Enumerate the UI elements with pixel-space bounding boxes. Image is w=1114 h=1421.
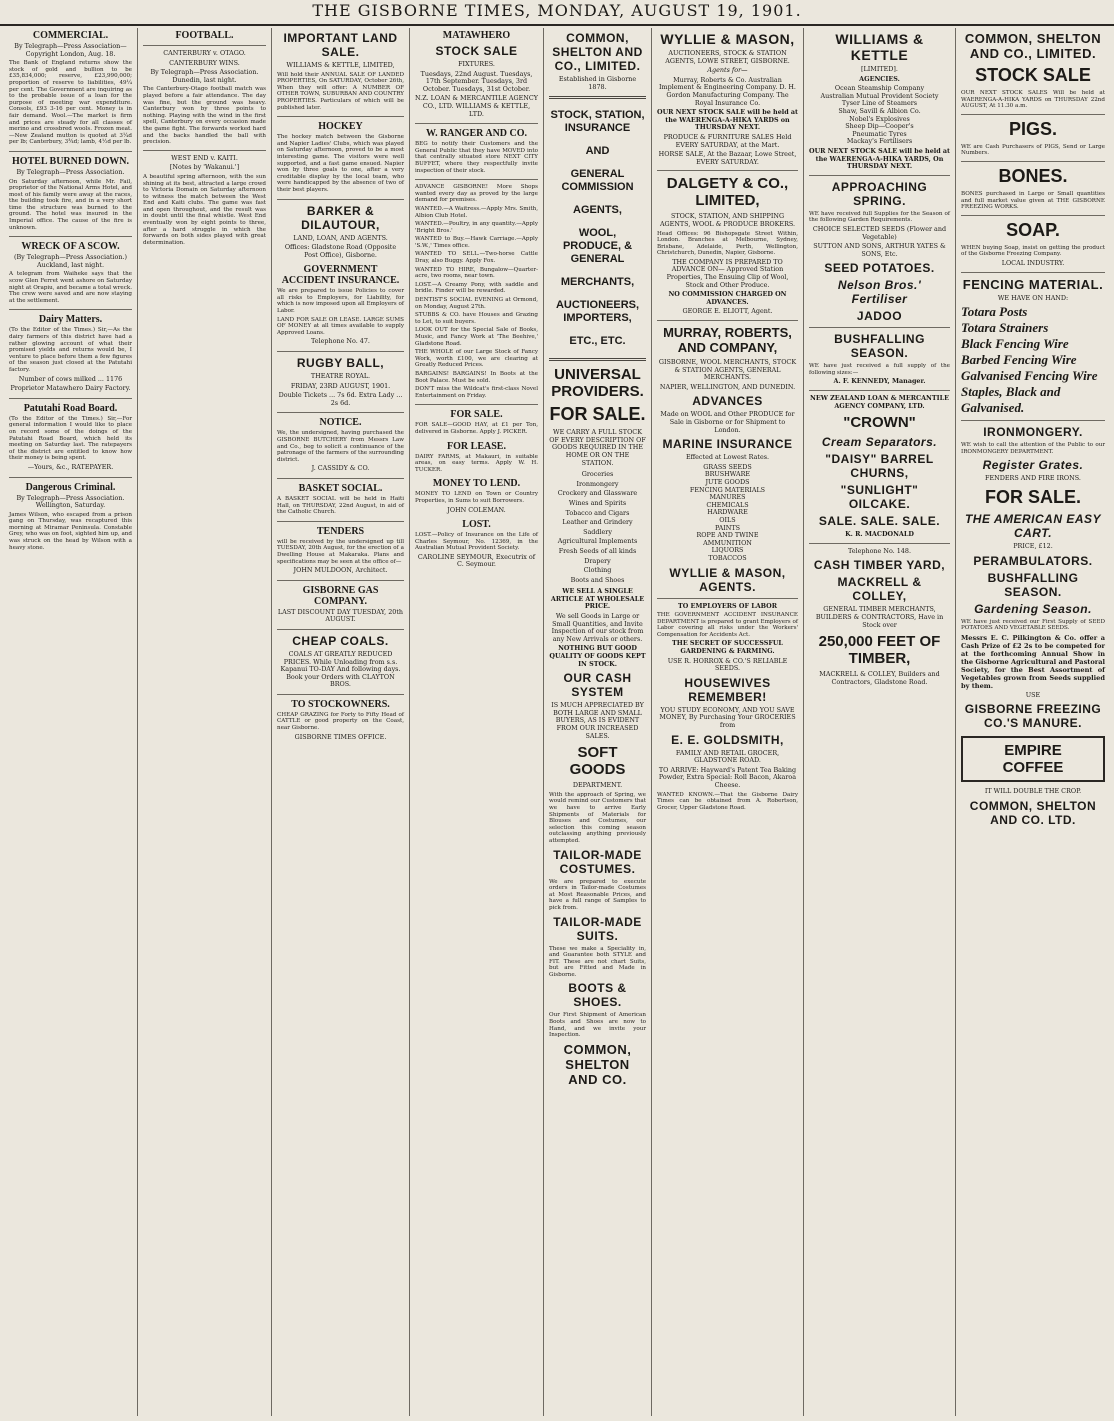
agency-item: Nobel's Explosives	[849, 114, 910, 123]
quality-heading: NOTHING BUT GOOD QUALITY OF GOODS KEPT IN STOCK.	[549, 644, 646, 668]
ad-sub: LAND, LOAN, AND AGENTS.	[293, 233, 388, 242]
fencing-title: FENCING MATERIAL.	[962, 276, 1104, 292]
column-1	[4, 28, 138, 1416]
fencing-item: Totara Strainers	[961, 320, 1049, 336]
shelton-footer-2: COMMON, SHELTON AND CO. LTD.	[969, 798, 1097, 827]
easy-cart: THE AMERICAN EASY CART.	[964, 511, 1102, 540]
govt-insurance-ad	[277, 264, 404, 346]
goods-item: Clothing	[583, 566, 612, 575]
hockey-article	[277, 121, 404, 193]
empire-coffee-box	[961, 736, 1105, 782]
shelton-established: Established in Gisborne 1878.	[558, 75, 637, 91]
football-article	[143, 30, 266, 246]
lease-ad	[415, 441, 538, 474]
ironmongery-title: IRONMONGERY.	[983, 425, 1083, 440]
services-list	[549, 109, 646, 348]
wyllie-sub: AUCTIONEERS, STOCK & STATION AGENTS, LOWE STREET, GISBORNE.	[665, 49, 790, 65]
goods-item: Groceries	[581, 470, 614, 479]
pigs-body: WE are Cash Purchasers of PIGS, Send or Large Numbers.	[961, 143, 1105, 157]
wholesale-body: We sell Goods in Large or Small Quantities, and Invite Inspection of our stock from any New Arrivals or others.	[551, 612, 644, 643]
murray-title: MURRAY, ROBERTS, AND COMPANY,	[663, 325, 792, 356]
macdonald-name: K. R. MACDONALD	[845, 530, 914, 539]
article-body: James Wilson, who escaped from a prison gang on Thursday, was recaptured this morning at Miramar Peninsula. Constable Grey, who was on foot, sighted him up, and was struck on the head by Wilson with a heavy stone.	[9, 511, 132, 551]
goods-item: Tobacco and Cigars	[565, 508, 630, 517]
ad-body-2: LAND FOR SALE OR LEASE. LARGE SUMS OF MONEY at all times available to supply Approved Loans.	[277, 316, 404, 336]
column-8	[956, 28, 1110, 1416]
agency-item: Tyser Line of Steamers	[841, 99, 918, 108]
perambulators: PERAMBULATORS.	[973, 553, 1093, 568]
ad-title: FOR SALE.	[450, 409, 503, 421]
ranger-ad	[415, 128, 538, 174]
kennedy-sign: A. F. KENNEDY, Manager.	[833, 377, 926, 386]
ad-title: CHEAP COALS.	[292, 633, 389, 648]
column-6	[652, 28, 804, 1416]
seeds-ad: USE R. HORROX & CO.'S RELIABLE SEEDS.	[667, 656, 788, 673]
fencing-item: Black Fencing Wire	[961, 336, 1069, 352]
article-stats: Number of cows milked ... 1176	[18, 374, 123, 383]
agency-item: Sheep Dip—Cooper's	[845, 122, 914, 131]
goods-item: Boots and Shoes	[570, 575, 625, 584]
cash-system-body: IS MUCH APPRECIATED BY BOTH LARGE AND SMALL BUYERS, AS IS EVIDENT FROM OUR INCREASED SALES.	[551, 701, 644, 740]
ad-body: CHEAP GRAZING for Forty to Fifty Head of CATTLE or good property on the Coast, near Gisborne.	[277, 711, 404, 732]
stock-sale-title: STOCK SALE	[975, 65, 1091, 85]
column-5	[544, 28, 652, 1416]
soft-goods-sub: DEPARTMENT.	[572, 781, 623, 790]
fencing-list	[961, 304, 1105, 416]
spring-seeds: CHOICE SELECTED SEEDS (Flower and Vegetable)	[812, 224, 947, 241]
goods-item: HARDWARE	[707, 508, 748, 517]
shelton-footer: COMMON, SHELTON AND CO.	[563, 1041, 632, 1087]
wholesale-heading: WE SELL A SINGLE ARTICLE AT WHOLESALE PRICE.	[550, 587, 645, 611]
agency-item: Australian Mutual Provident Society	[820, 91, 939, 100]
bones-title: BONES.	[998, 165, 1068, 186]
fencing-item: Staples, Black and Galvanised.	[961, 384, 1061, 416]
goods-item: AMMUNITION	[703, 538, 752, 547]
goods-item: LIQUORS	[711, 546, 744, 555]
wk-sub: [LIMITED].	[861, 65, 898, 73]
ironmongery-body: WE wish to call the attention of the Public to our IRONMONGERY DEPARTMENT.	[961, 442, 1105, 455]
potatoes-title: SEED POTATOES.	[824, 261, 935, 276]
goods-item: BRUSHWARE	[704, 470, 751, 479]
nelson-title: Nelson Bros.' Fertiliser	[837, 278, 922, 307]
article-title: COMMERCIAL.	[32, 30, 109, 41]
bushfalling-body: WE have just received a full supply of the following sizes:—	[809, 363, 950, 376]
goods-item: GRASS SEEDS	[703, 462, 752, 471]
murray-sub: GISBORNE, WOOL MERCHANTS, STOCK & STATION AGENTS, GENERAL MERCHANTS.	[658, 358, 797, 382]
ad-signature: CAROLINE SEYMOUR, Executrix of C. Seymour.	[417, 552, 536, 569]
article-dateline: By Telegraph—Press Association. Wellington, Saturday.	[16, 493, 125, 510]
classified-ad: WANTED.—A Waitress.—Apply Mrs. Smith, Albion Club Hotel.	[415, 205, 538, 219]
arrive-body: TO ARRIVE: Hayward's Patent Tea Baking Powder, Extra Special: Roll Bacon, Akaroa Cheese.	[658, 765, 797, 789]
goods-item: Agricultural Implements	[557, 537, 638, 546]
basket-social-ad	[277, 483, 404, 516]
wyllie-title: WYLLIE & MASON,	[660, 31, 795, 47]
advances-title: ADVANCES	[692, 394, 763, 409]
service-line: ETC., ETC.	[569, 335, 626, 348]
classified-ad: WANTED.—Poultry, in any quantity.—Apply 'Bright Bros.'	[415, 221, 538, 234]
ad-title: GOVERNMENT ACCIDENT INSURANCE.	[281, 264, 400, 287]
ad-signature: JOHN COLEMAN.	[447, 505, 506, 514]
coffee-label: COFFEE	[1002, 759, 1064, 777]
dalgety-advance: THE COMPANY IS PREPARED TO ADVANCE ON— Approved Station Properties, The Ensuing Clip of Wool, Stock and Other Produce.	[666, 257, 789, 289]
goldsmith-name: E. E. GOLDSMITH,	[671, 732, 784, 747]
service-line: GENERAL COMMISSION	[561, 168, 634, 194]
ad-title: GISBORNE GAS COMPANY.	[302, 584, 379, 607]
ad-firm: WILLIAMS & KETTLE, LIMITED,	[286, 61, 395, 69]
masthead: THE GISBORNE TIMES, MONDAY, AUGUST 19, 1901.	[0, 0, 1114, 26]
patutahi-article	[9, 403, 132, 472]
ad-title: W. RANGER AND CO.	[425, 128, 528, 140]
double-crop: IT WILL DOUBLE THE CROP.	[984, 787, 1082, 796]
agents-body: Murray, Roberts & Co. Australian Implement & Engineering Company. D. H. Gordon Manufacturing Company. The Royal Insurance Co.	[659, 75, 796, 107]
article-title: HOCKEY	[318, 121, 363, 133]
advances-body: Made on WOOL and Other PRODUCE for Sale in Gisborne or for Shipment to London.	[660, 410, 795, 434]
ad-sub: THEATRE ROYAL.	[310, 372, 371, 381]
mackrell-end: MACKRELL & COLLEY, Builders and Contractors, Gladstone Road.	[819, 670, 940, 686]
ad-title: LOST.	[462, 519, 491, 531]
boots-title: BOOTS & SHOES.	[568, 981, 627, 1010]
economy-body: YOU STUDY ECONOMY, AND YOU SAVE MONEY, By Purchasing Your GROCERIES from	[659, 705, 796, 730]
column-2	[138, 28, 272, 1416]
ad-tickets: Double Tickets ... 7s 6d. Extra Lady ... 2s 6d.	[278, 391, 403, 407]
for-sale-heading: FOR SALE.	[549, 404, 646, 425]
bushfalling-title: BUSHFALLING SEASON.	[834, 332, 925, 361]
employers-title: TO EMPLOYERS OF LABOR	[677, 601, 778, 610]
classified-ads	[415, 184, 538, 399]
goldsmith-sub: FAMILY AND RETAIL GROCER, GLADSTONE ROAD.	[675, 748, 780, 765]
soap-end: LOCAL INDUSTRY.	[1001, 258, 1065, 267]
gardening-body: WE have just received our First Supply of SEED POTATOES AND VEGETABLE SEEDS.	[961, 618, 1105, 632]
land-sale-ad	[277, 31, 404, 111]
mackrell-title: MACKRELL & COLLEY,	[837, 575, 922, 604]
classified-ad: ADVANCE GISBORNE! More Shops wanted every day as proved by the large demand for premises.	[415, 184, 538, 204]
gardening-secret: THE SECRET OF SUCCESSFUL GARDENING & FARMING.	[672, 639, 783, 656]
goods-item: Crockery and Glassware	[557, 489, 638, 498]
match-note: [Notes by 'Wakanui.']	[169, 163, 240, 172]
ad-title: FOR LEASE.	[447, 440, 506, 452]
pilkington-notice: Messrs E. C. Pilkington & Co. offer a Cash Prize of £2 2s to be competed for at the forthcoming Annual Show in the Gisborne Agricultural and Pastoral Society, for the Best Assortment of Vegetables grown from Seeds supplied by them.	[961, 633, 1105, 690]
soap-title: SOAP.	[1006, 219, 1060, 240]
agency-item: Pneumatic Tyres	[852, 129, 907, 138]
fenders: FENDERS AND FIRE IRONS.	[985, 474, 1081, 483]
stock-sale-body: OUR NEXT STOCK SALES Will be held at WAERENGA-A-HIKA YARDS on THURSDAY 22nd AUGUST, At 11.30 a.m.	[961, 90, 1105, 110]
article-title: WRECK OF A SCOW.	[21, 241, 120, 253]
shelton-title: COMMON, SHELTON AND CO., LIMITED.	[552, 31, 643, 73]
match-subtitle: CANTERBURY WINS.	[169, 58, 240, 67]
goods-item: PAINTS	[714, 523, 741, 532]
telephone: Telephone No. 148.	[848, 546, 911, 555]
no-commission: NO COMMISSION CHARGED ON ADVANCES.	[668, 290, 787, 306]
cheap-coals-ad	[277, 634, 404, 689]
pigs-title: PIGS.	[1008, 118, 1057, 139]
goods-list	[549, 471, 646, 584]
article-title: Dairy Matters.	[38, 314, 103, 326]
service-line: AGENTS,	[573, 204, 622, 217]
ad-phone: Telephone No. 47.	[311, 337, 370, 346]
column-4	[410, 28, 544, 1416]
goods-item: ROPE AND TWINE	[696, 531, 759, 540]
empire-label: EMPIRE	[1004, 742, 1062, 760]
timber-yard: CASH TIMBER YARD,	[813, 558, 946, 573]
classified-ad: DENTIST'S SOCIAL EVENING at Ormond, on Monday, August 27th.	[415, 297, 538, 310]
article-title: Dangerous Criminal.	[25, 481, 116, 493]
fencing-item: Totara Posts	[961, 304, 1028, 320]
ad-body: LAST DISCOUNT DAY TUESDAY, 20th AUGUST.	[277, 607, 404, 624]
mackrell-sub: GENERAL TIMBER MERCHANTS, BUILDERS & CONTRACTORS, Have in Stock over	[815, 605, 944, 629]
murray-cities: NAPIER, WELLINGTON, AND DUNEDIN.	[659, 382, 796, 391]
money-ad	[415, 478, 538, 514]
article-dateline: (By Telegraph—Press Association.) Auckland, last night.	[13, 253, 128, 269]
gardening-title: Gardening Season.	[974, 601, 1092, 616]
ad-body: We, the undersigned, having purchased the GISBORNE BUTCHERY from Messrs Law and Co., beg to solicit a continuance of the patronage of the farmers of the surrounding district.	[277, 430, 404, 463]
wanted-known: WANTED KNOWN.—That the Gisborne Dairy Times can be obtained from A. Robertson, Grocer, Upper Gladstone Road.	[657, 791, 798, 811]
ad-title: MONEY TO LEND.	[432, 478, 521, 490]
column-7	[804, 28, 956, 1416]
ad-firms: N.Z. LOAN & MERCANTILE AGENCY CO., LTD. WILLIAMS & KETTLE, LTD.	[415, 94, 538, 118]
service-line: WOOL, PRODUCE, & GENERAL	[562, 227, 633, 266]
lost-ad	[415, 519, 538, 569]
suits-title: TAILOR-MADE SUITS.	[553, 914, 642, 943]
goods-item: FENCING MATERIALS	[689, 485, 766, 494]
article-title: HOTEL BURNED DOWN.	[12, 155, 129, 167]
timber-feet: 250,000 FEET OF TIMBER,	[818, 633, 941, 668]
spring-from: SUTTON AND SONS, ARTHUR YATES & SONS, Etc.	[813, 242, 946, 258]
goods-item: Leather and Grindery	[562, 518, 633, 527]
dairy-article	[9, 314, 132, 392]
article-body: (To the Editor of the Times.) Sir,—As the dairy farmers of this district have had a rather glowing account of what their promised yields and returns would be, I venture to place before them a few figures of the season just closed at the Patutahi factory.	[9, 327, 132, 373]
ad-signature: JOHN MULDOON, Architect.	[293, 566, 388, 575]
cart-price: PRICE, £12.	[1013, 541, 1053, 550]
ad-body: will be received by the undersigned up till TUESDAY, 20th August, for the erection of a Dwelling House at Makaraka. Plans and specifications may be seen at the office of—	[277, 538, 404, 565]
suits-body: These we make a Speciality in, and Guarantee both STYLE and FIT. These are not chart Suits, but are Fitted and Made in Gisborne.	[549, 945, 646, 978]
ad-sub-2: FIXTURES.	[458, 60, 495, 68]
article-body: (To the Editor of the Times.) Sir,—For general information I would like to place on record some of the doings of the Patutahi Road Board, which held its meeting on Saturday last. The ratepayers of the district are entitled to know how their money is being spent.	[9, 415, 132, 462]
agencies-title: AGENCIES.	[859, 74, 900, 83]
service-line: AND	[585, 145, 610, 158]
for-sale-title: FOR SALE.	[984, 486, 1081, 507]
register-grates: Register Grates.	[982, 458, 1084, 473]
sale-banner: SALE. SALE. SALE.	[818, 514, 941, 529]
ad-body: BEG to notify their Customers and the General Public that they have MOVED into that centrally situated store NEXT CITY BUFFET, where they respectfully invite inspection of their stock.	[415, 141, 538, 174]
bones-body: BONES purchased in Large or Small quantities and full market value given at THE GISBORNE FREEZING WORKS.	[961, 190, 1105, 211]
goods-item: JUTE GOODS	[705, 477, 750, 486]
ad-title: TENDERS	[316, 525, 365, 537]
use-label: USE	[1025, 690, 1041, 699]
ad-body: Will hold their ANNUAL SALE OF LANDED PROPERTIES, On SATURDAY, October 26th, When they will offer: A NUMBER OF OTHER TOWN, SUBURBAN AND COUNTRY PROPERTIES. Particulars of which will be published later.	[277, 71, 404, 111]
article-title: FOOTBALL.	[175, 30, 234, 41]
stockowners-ad	[277, 699, 404, 741]
service-line: STOCK, STATION, INSURANCE	[550, 109, 645, 135]
classified-ad: THE WHOLE of our Large Stock of Fancy Work, worth £100, we are clearing at Greatly Reduced Prices.	[415, 349, 538, 369]
agency-item: Mackay's Fertilisers	[846, 137, 913, 146]
classified-ad: LOOK OUT for the Special Sale of Books, Music, and Fancy Work at 'The Beehive,' Gladstone Road.	[415, 327, 538, 347]
agency-item: Shaw, Savill & Albion Co.	[838, 106, 921, 115]
agency-item: Ocean Steamship Company	[834, 84, 925, 93]
criminal-article	[9, 482, 132, 552]
ad-body: FOR SALE—GOOD HAY, at £1 per Ton, delivered in Gisborne. Apply J. PICKER.	[415, 422, 538, 435]
ad-signature: J. CASSIDY & CO.	[311, 464, 370, 473]
fencing-item: Galvanised Fencing Wire	[961, 368, 1098, 384]
article-body: The Canterbury-Otago football match was played before a fair attendance. The day was fine, but the ground was heavy. Canterbury won by three points to nothing. Playing with the wind in the first spell, Canterbury on every occasion made the game fight. The forwards worked hard and the backs handled the ball with precision.	[143, 86, 266, 146]
dalgety-body: Head Offices: 96 Bishopsgate Street Within, London. Branches at Melbourne, Sydney, Brisbane, Adelaide, Perth, Wellington, Christchurch, Dunedin, Napier, Gisborne.	[657, 230, 798, 257]
ad-sub: STOCK SALE	[435, 44, 518, 58]
ad-title: MATAWHERO	[442, 30, 511, 41]
ad-body: DAIRY FARMS, at Makauri, in suitable areas, on easy terms. Apply W. H. TUCKER.	[415, 453, 538, 473]
soft-goods-body: With the approach of Spring, we would remind our Customers that we have to arrive Early Shipments of Materials for Blouses and Costumes, our selection this coming season outclassing anything previously attempted.	[549, 791, 646, 844]
produce-sale: PRODUCE & FURNITURE SALES Held EVERY SATURDAY, at the Mart.	[663, 132, 792, 149]
rugby-ball-ad	[277, 356, 404, 407]
ad-title: NOTICE.	[319, 417, 362, 429]
classified-ad: BARGAINS! BARGAINS! In Boots at the Boot Palace. Must be sold.	[415, 370, 538, 384]
crown-sub: Cream Separators.	[821, 435, 938, 450]
dalgety-title: DALGETY & CO., LIMITED,	[666, 175, 789, 210]
horse-sale: HORSE SALE, At the Bazaar, Lowe Street, EVERY SATURDAY.	[658, 150, 797, 166]
boots-body: Our First Shipment of American Boots and Shoes are now to Hand, and we invite your Inspection.	[549, 1012, 646, 1039]
housewives-title: HOUSEWIVES REMEMBER!	[684, 675, 771, 704]
goods-item: Saddlery	[583, 527, 612, 536]
agencies-list	[809, 85, 950, 146]
service-line: MERCHANTS,	[560, 276, 635, 289]
marine-body: Effected at Lowest Rates.	[685, 453, 770, 462]
article-signature: —Yours, &c., RATEPAYER.	[27, 462, 114, 471]
wyllie-agents: WYLLIE & MASON, AGENTS.	[669, 565, 786, 594]
ad-signature: GISBORNE TIMES OFFICE.	[294, 732, 387, 741]
soft-goods-title: SOFT GOODS	[569, 744, 626, 779]
shelton-title-2: COMMON, SHELTON AND CO., LIMITED.	[964, 31, 1102, 61]
ad-body: MONEY TO LEND on Town or Country Properties, in Sums to suit Borrowers.	[415, 491, 538, 504]
article-signature: Proprietor Matawhero Dairy Factory.	[10, 384, 131, 393]
classified-ad: WANTED TO HIRE, Bungalow—Quarter-acre, two rooms, near town.	[415, 266, 538, 280]
for-sale-body: WE CARRY A FULL STOCK OF EVERY DESCRIPTION OF GOODS REQUIRED IN THE HOME OR ON THE STATION.	[549, 428, 646, 467]
wk-title: WILLIAMS & KETTLE	[835, 31, 924, 63]
classified-ad: WANTED to Buy.—Hawk Carriage.—Apply 'S.W.,' Times office.	[415, 236, 538, 249]
ad-body: We are prepared to issue Policies to cover all risks to Employers, for Liability, for which is now imposed upon all Employers of Labor.	[277, 288, 404, 315]
hay-sale-ad	[415, 409, 538, 435]
newspaper-columns	[4, 28, 1110, 1416]
article-body: On Saturday afternoon, while Mr. Fail, proprietor of the National Arms Hotel, and most of his family were away at the races, the building took fire, and in a very short time the structure was burned to the ground. The hotel was insured in the Imperial office. The cause of the fire is unknown.	[9, 178, 132, 231]
goods-item: Ironmongery	[576, 479, 619, 488]
classified-ad: STUBBS & CO. have Houses and Grazing to Let, to suit buyers.	[415, 312, 538, 325]
barker-ad	[277, 204, 404, 260]
goods-item: Wines and Spirits	[568, 498, 627, 507]
goods-list	[657, 464, 798, 563]
agents-title: Agents for—	[707, 66, 748, 75]
next-sale: OUR NEXT STOCK SALE will be held at the WAERENGA-A-HIKA YARDS, On THURSDAY NEXT.	[809, 146, 950, 171]
article-dateline: By Telegraph—Press Association.	[16, 167, 125, 176]
goods-item: Fresh Seeds of all kinds	[558, 546, 637, 555]
soap-body: WHEN buying Soap, insist on getting the product of the Gisborne Freezing Company.	[961, 244, 1105, 258]
service-line: AUCTIONEERS, IMPORTERS,	[555, 299, 640, 325]
goods-item: CHEMICALS	[706, 500, 749, 509]
article-dateline: By Telegraph—Press Association—Copyright London, Aug. 18.	[14, 42, 127, 58]
ad-body: Offices: Gladstone Road (Opposite Post Office), Gisborne.	[284, 243, 397, 259]
wreck-article	[9, 241, 132, 304]
spring-title: APPROACHING SPRING.	[831, 179, 928, 208]
article-body: The Bank of England returns show the stock of gold and bullion to be £35,834,000; reserve, £23,990,000; proportion of reserve to liabilities, 49¼ per cent. The Government are inquiring as to the probable issue of a loan for the purpose of meeting war expenditure. Consols, £93 3-16 per cent. Money is in fair demand. Wool.—The market is firm and prices are steady for all classes of merino and crossbred wools. Frozen meat.—New Zealand mutton is quoted at 3¼d per lb; Canterbury, 3¾d; lamb, 4½d per lb.	[9, 60, 132, 146]
cash-system-title: OUR CASH SYSTEM	[563, 671, 632, 700]
article-body-2: A beautiful spring afternoon, with the sun shining at its best, attracted a large crowd to Victoria Domain on Saturday afternoon to witness the match between the West End and Kaiti clubs. The game was fast and open throughout, and the result was in doubt until the final whistle. West End eventually won by eight points to three, after a hard struggle in which the forwards on both sides played with great determination.	[143, 173, 266, 246]
spring-body: WE have received full Supplies for the Season of the following Garden Requirements.	[809, 210, 950, 224]
match-title: CANTERBURY v. OTAGO.	[163, 49, 246, 57]
jadoo-title: JADOO	[856, 309, 903, 324]
goods-item: MANURES	[709, 493, 746, 502]
goods-item: TOBACCOS	[708, 553, 747, 562]
bushfalling-2: BUSHFALLING SEASON.	[987, 570, 1079, 599]
commercial-article	[9, 30, 132, 146]
goods-item: OILS	[719, 515, 736, 524]
employers-body: THE GOVERNMENT ACCIDENT INSURANCE DEPARTMENT is prepared to grant Employers of Labor covering all risks under the Workers' Compensation for Accidents Act.	[657, 612, 798, 638]
tenders-ad	[277, 526, 404, 575]
nz-loan-title: NEW ZEALAND LOAN & MERCANTILE AGENCY COMPANY, LTD.	[810, 394, 949, 410]
ad-body: Tuesdays, 22nd August. Tuesdays, 17th September. Tuesdays, 3rd October. Tuesdays, 31st October.	[420, 69, 533, 93]
marine-title: MARINE INSURANCE	[662, 437, 793, 452]
ad-title: IMPORTANT LAND SALE.	[283, 31, 398, 59]
gas-company-ad	[277, 585, 404, 624]
ad-title: BASKET SOCIAL.	[298, 482, 383, 494]
article-body: The hockey match between the Gisborne and Napier Ladies' Clubs, which was played on Saturday afternoon, proved to be a most interesting game. The visitors were well supported, and a fast game ensued. Napier won by three goals to one, after a very creditable display by the local team, who were handicapped by the absence of two of their best players.	[277, 134, 404, 193]
freezing-manure: GISBORNE FREEZING CO.'S MANURE.	[964, 702, 1102, 731]
ad-title: RUGBY BALL,	[296, 356, 385, 371]
dalgety-sub: STOCK, STATION, AND SHIPPING AGENTS, WOOL & PRODUCE BROKERS.	[659, 212, 796, 228]
ad-body: COALS AT GREATLY REDUCED PRICES. While Unloading from s.s. Kapanui TO-DAY And following days. Book your Orders with CLAYTON BROS.	[280, 649, 401, 689]
notice-ad	[277, 417, 404, 473]
column-3	[272, 28, 410, 1416]
crown-title: "CROWN"	[843, 414, 916, 432]
article-title: Patutahi Road Board.	[23, 402, 118, 414]
hotel-article	[9, 156, 132, 231]
costumes-body: We are prepared to execute orders in Tailor-made Costumes at Most Reasonable Prices, and have a full range of Samples to pick from.	[549, 878, 646, 911]
ad-title: TO STOCKOWNERS.	[291, 698, 390, 710]
match-title-2: WEST END v. KAITI.	[171, 153, 238, 162]
fencing-intro: WE HAVE ON HAND:	[997, 293, 1069, 302]
classified-ad: DON'T miss the Wildcat's first-class Novel Entertainment on Friday.	[415, 386, 538, 399]
fencing-item: Barbed Fencing Wire	[961, 352, 1077, 368]
ad-title: BARKER & DILAUTOUR,	[301, 203, 380, 232]
costumes-title: TAILOR-MADE COSTUMES.	[553, 847, 642, 876]
daisy-title: "DAISY" BARREL CHURNS,	[825, 452, 934, 481]
classified-ad: LOST.—A Creamy Pony, with saddle and bridle. Finder will be rewarded.	[415, 281, 538, 295]
ad-body: A BASKET SOCIAL will be held in Haiti Hall, on THURSDAY, 22nd August, in aid of the Catholic Church.	[277, 495, 404, 516]
dalgety-agent: GEORGE E. ELIOTT, Agent.	[682, 307, 773, 316]
goods-item: Drapery	[584, 556, 611, 565]
sunlight-title: "SUNLIGHT" OILCAKE.	[840, 483, 919, 512]
matawhero-ad	[415, 30, 538, 118]
universal-providers: UNIVERSAL PROVIDERS.	[551, 366, 644, 401]
ad-body: LOST.—Policy of Insurance on the Life of Charles Seymour, No. 12369, in the Australian Mutual Provident Society.	[415, 532, 538, 552]
stock-sale: OUR NEXT STOCK SALE will be held at the WAERENGA-A-HIKA YARDS on THURSDAY NEXT.	[657, 108, 798, 132]
classified-ad: WANTED TO SELL.—Two-horse Cattle Dray, also Buggy. Apply Fox.	[415, 251, 538, 265]
article-body: A telegram from Waiheke says that the scow Glen Ferret went ashore on Saturday night at Orapiu, and became a total wreck. The crew were saved and are now staying at the settlement.	[9, 271, 132, 304]
article-dateline: By Telegraph—Press Association. Dunedin, last night.	[150, 68, 259, 84]
ad-date: FRIDAY, 23RD AUGUST, 1901.	[290, 381, 391, 390]
